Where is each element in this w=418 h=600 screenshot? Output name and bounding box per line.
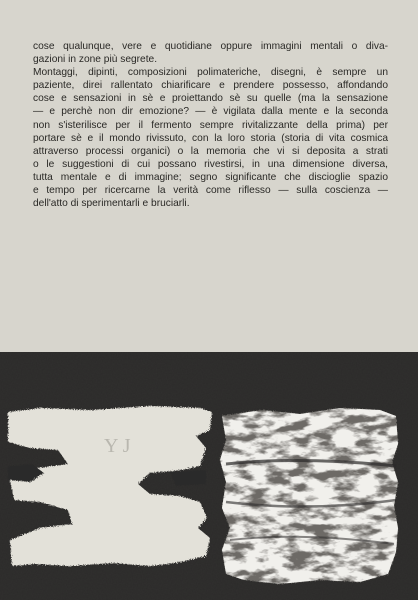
- artwork-image: [0, 352, 418, 600]
- text-line: dell'atto di sperimentarli e bruciarli.: [33, 198, 190, 210]
- text-line: cose e sensazioni in sè e proiettando sè su quelle (ma la sensazione: [33, 93, 388, 105]
- text-line: portare sè e il mondo rivissuto, con la loro storia (storia di vita cosmica: [33, 132, 388, 144]
- text-line: e tempo per ricercarne la verità come riflesso — sulla coscienza —: [33, 185, 388, 197]
- artwork-right-shape: [220, 408, 398, 584]
- text-line: o le suggestioni di cui possano rivestirsi, in una dimensione diversa,: [33, 158, 388, 170]
- text-line: paziente, direi rallentato chiarificare e prendere possesso, affondando: [33, 80, 388, 92]
- text-line: attraverso processi organici) o la memoria che vi si deposita a strati: [33, 145, 388, 157]
- text-line: Montaggi, dipinti, composizioni polimateriche, disegni, è sempre un: [33, 67, 388, 79]
- body-text: [33, 40, 388, 210]
- text-line: — e perchè non dir emozione? — è vigilata dalla mente e la seconda: [33, 106, 388, 118]
- text-line: cose qualunque, vere e quotidiane oppure immagini mentali o diva-: [33, 41, 388, 52]
- text-line: non s'isterilisce per il fermento sempre rivitalizzante della prima) per: [33, 119, 388, 131]
- artwork-inscription: Y J: [104, 435, 131, 457]
- text-line: gazioni in zone più segrete.: [33, 54, 158, 66]
- text-line: tutta mentale e di immagine; segno significante che discioglie spazio: [33, 171, 388, 183]
- artwork-photo: [0, 352, 418, 600]
